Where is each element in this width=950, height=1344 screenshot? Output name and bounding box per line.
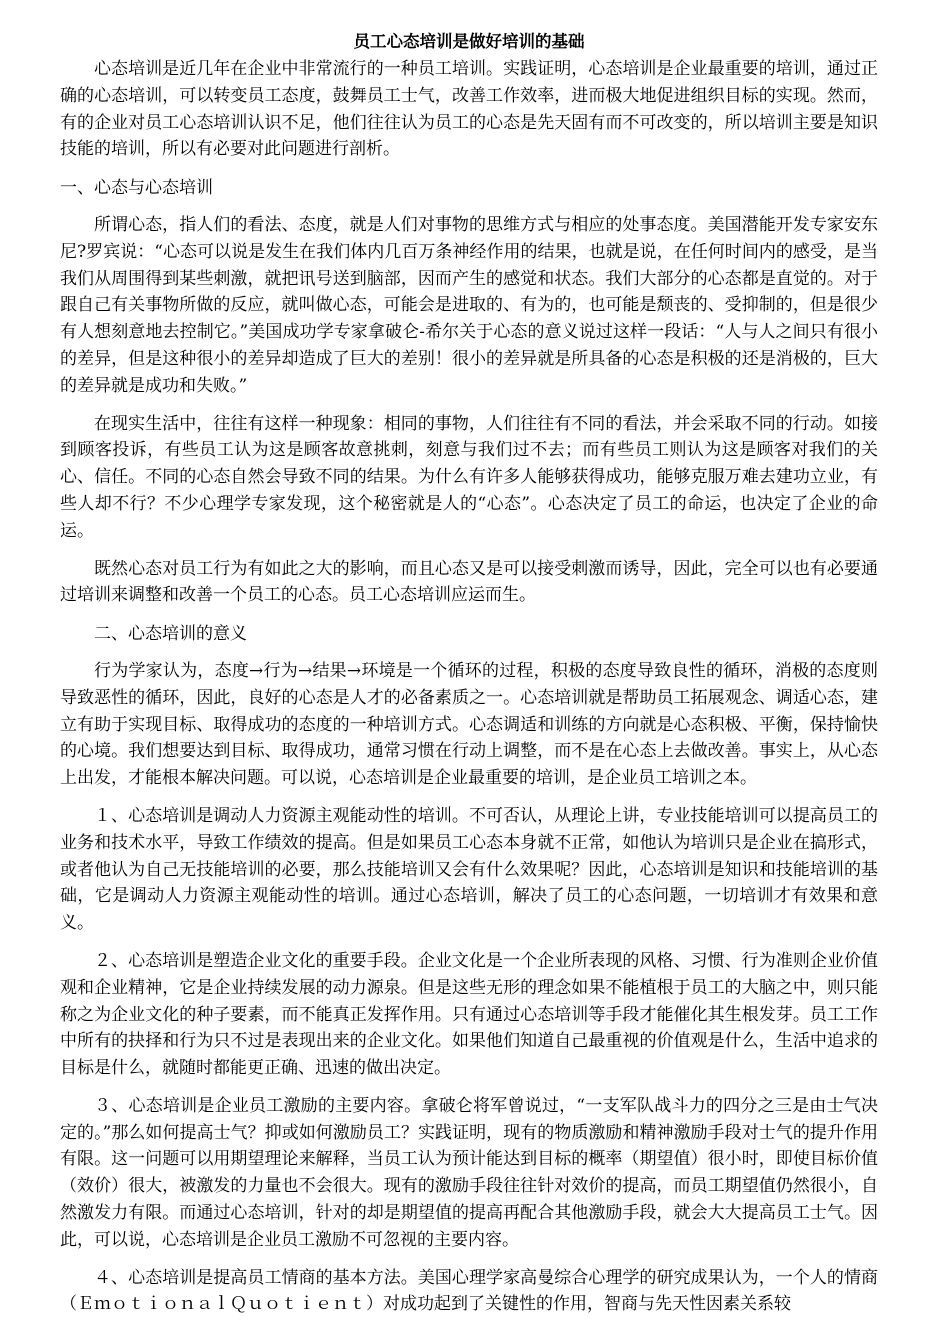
section1-paragraph-3: 既然心态对员工行为有如此之大的影响，而且心态又是可以接受刺激而诱导，因此，完全可以也有必要通过培训来调整和改善一个员工的心态。员工心态培训应运而生。 (60, 558, 878, 606)
section2-paragraph-intro: 行为学家认为，态度→行为→结果→环境是一个循环的过程，积极的态度导致良性的循环，消极的态度则导致恶性的循环，因此，良好的心态是人才的必备素质之一。心态培训就是帮助员工拓展观念、调适心态，建立有助于实现目标、取得成功的态度的一种培训方式。心态调适和训练的方向就是心态积极、平衡，保持愉快的心境。我们想要达到目标、取得成功，通常习惯在行动上调整，而不是在心态上去做改善。事实上，从心态上出发，才能根本解决问题。可以说，心态培训是企业最重要的培训，是企业员工培训之本。 (60, 660, 878, 789)
section2-point-1: １、心态培训是调动人力资源主观能动性的培训。不可否认，从理论上讲，专业技能培训可以提高员工的业务和技术水平，导致工作绩效的提高。但是如果员工心态本身就不正常，如他认为培训只是企业在搞形式，或者他认为自己无技能培训的必要，那么技能培训又会有什么效果呢？因此，心态培训是知识和技能培训的基础，它是调动人力资源主观能动性的培训。通过心态培训，解决了员工的心态问题，一切培训才有效果和意义。 (60, 805, 878, 934)
section2-point-2: ２、心态培训是塑造企业文化的重要手段。企业文化是一个企业所表现的风格、习惯、行为准则企业价值观和企业精神，它是企业持续发展的动力源泉。但是这些无形的理念如果不能植根于员工的大脑之中，则只能称之为企业文化的种子要素，而不能真正发挥作用。只有通过心态培训等手段才能催化其生根发芽。员工工作中所有的抉择和行为只不过是表现出来的企业文化。如果他们知道自己最重视的价值观是什么，生活中追求的目标是什么，就随时都能更正确、迅速的做出决定。 (60, 950, 878, 1079)
section1-paragraph-2: 在现实生活中，往往有这样一种现象：相同的事物，人们往往有不同的看法，并会采取不同的行动。如接到顾客投诉，有些员工认为这是顾客故意挑刺，刻意与我们过不去；而有些员工则认为这是顾客对我们的关心、信任。不同的心态自然会导致不同的结果。为什么有许多人能够获得成功，能够克服万难去建功立业，有些人却不行？不少心理学专家发现，这个秘密就是人的“心态”。心态决定了员工的命运，也决定了企业的命运。 (60, 413, 878, 541)
section2-point-4: ４、心态培训是提高员工情商的基本方法。美国心理学家高曼综合心理学的研究成果认为，一个人的情商（ＥｍｏｔｉｏｎａｌＱｕｏｔｉｅｎｔ）对成功起到了关键性的作用，智商与先天性因素关系较 (60, 1267, 878, 1315)
section2-point-3: ３、心态培训是企业员工激励的主要内容。拿破仑将军曾说过，“一支军队战斗力的四分之三是由士气决定的。”那么如何提高士气？抑或如何激励员工？实践证明，现有的物质激励和精神激励手段对士气的提升作用有限。这一问题可以用期望理论来解释，当员工认为预计能达到目标的概率（期望值）很小时，即使目标价值（效价）很大，被激发的力量也不会很大。现有的激励手段往往针对效价的提高，而员工期望值仍然很小，自然激发力有限。而通过心态培训，针对的却是期望值的提高再配合其他激励手段，就会大大提高员工士气。因此，可以说，心态培训是企业员工激励不可忽视的主要内容。 (60, 1095, 878, 1250)
document-title: 员工心态培训是做好培训的基础 (353, 32, 585, 51)
intro-paragraph: 心态培训是近几年在企业中非常流行的一种员工培训。实践证明，心态培训是企业最重要的培训，通过正确的心态培训，可以转变员工态度，鼓舞员工士气，改善工作效率，进而极大地促进组织目标的实现。然而，有的企业对员工心态培训认识不足，他们往往认为员工的心态是先天固有而不可改变的，所以培训主要是知识技能的培训，所以有必要对此问题进行剖析。 (60, 59, 878, 160)
section-heading-2: 二、心态培训的意义 (94, 624, 247, 645)
section-heading-1: 一、心态与心态培训 (60, 178, 213, 199)
section1-paragraph-1: 所谓心态，指人们的看法、态度，就是人们对事物的思维方式与相应的处事态度。美国潜能开发专家安东尼?罗宾说：“心态可以说是发生在我们体内几百万条神经作用的结果，也就是说，在任何时间内的感受，是当我们从周围得到某些刺激，就把讯号送到脑部，因而产生的感觉和状态。我们大部分的心态都是直觉的。对于跟自己有关事物所做的反应，就叫做心态，可能会是进取的、有为的，也可能是颓丧的、受抑制的，但是很少有人想刻意地去控制它。”美国成功学专家拿破仑-希尔关于心态的意义说过这样一段话：“人与人之间只有很小的差异，但是这种很小的差异却造成了巨大的差别！很小的差异就是所具备的心态是积极的还是消极的，巨大的差异就是成功和失败。” (60, 214, 878, 396)
